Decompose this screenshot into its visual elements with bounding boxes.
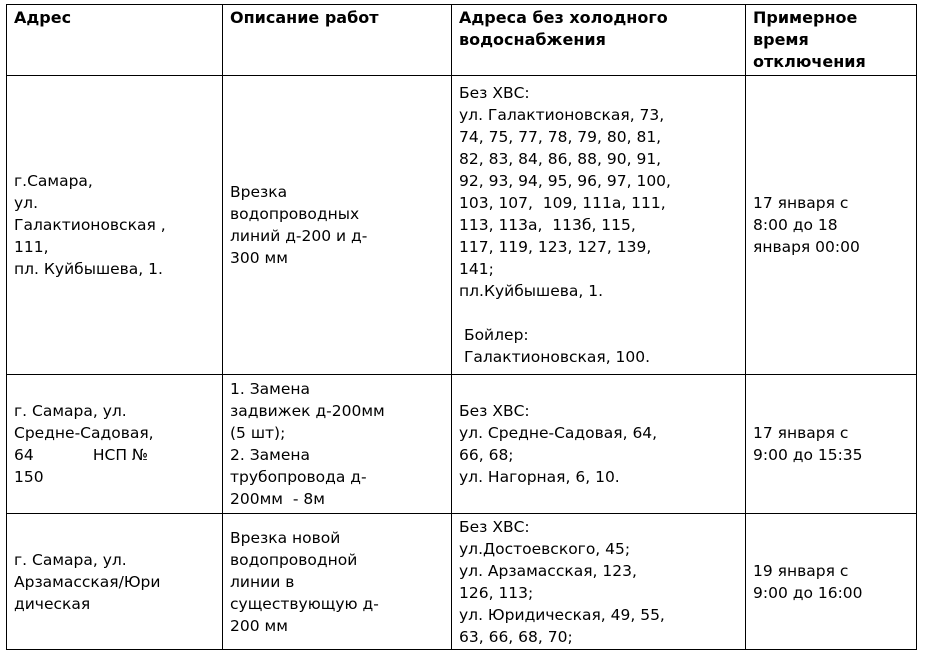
cell-outage-time: 17 января с 9:00 до 15:35 [746,375,917,514]
header-affected-addresses: Адреса без холодного водоснабжения [452,5,746,76]
header-description: Описание работ [223,5,452,76]
cell-affected-addresses: Без ХВС: ул. Средне-Садовая, 64, 66, 68; ул. Нагорная, 6, 10. [452,375,746,514]
header-outage-time: Примерное время отключения [746,5,917,76]
outage-table [6,4,917,650]
header-address: Адрес [7,5,223,76]
cell-address: г. Самара, ул. Средне-Садовая, 64 НСП № 150 [7,375,223,514]
table-row [7,514,917,650]
cell-address: г.Самара, ул. Галактионовская , 111, пл. Куйбышева, 1. [7,76,223,375]
table-row [7,76,917,375]
cell-address: г. Самара, ул. Арзамасская/Юри дическая [7,514,223,650]
cell-outage-time: 17 января с 8:00 до 18 января 00:00 [746,76,917,375]
cell-affected-addresses: Без ХВС: ул.Достоевского, 45; ул. Арзамасская, 123, 126, 113; ул. Юридическая, 49, 55, 63, 66, 68, 70; [452,514,746,650]
cell-description: Врезка водопроводных линий д-200 и д- 300 мм [223,76,452,375]
cell-outage-time: 19 января с 9:00 до 16:00 [746,514,917,650]
cell-affected-addresses: Без ХВС: ул. Галактионовская, 73, 74, 75, 77, 78, 79, 80, 81, 82, 83, 84, 86, 88, 90, 91, 92, 93, 94, 95, 96, 97, 100, 103, 107, 109, 111а, 111, 113, 113а, 113б, 115, 117, 119, 123, 127, 139, 141; пл.Куйбышева, 1. Бойлер: Галактионовская, 100. [452,76,746,375]
table-row [7,375,917,514]
cell-description: Врезка новой водопроводной линии в существующую д- 200 мм [223,514,452,650]
cell-description: 1. Замена задвижек д-200мм (5 шт); 2. Замена трубопровода д- 200мм - 8м [223,375,452,514]
header-row [7,5,917,76]
